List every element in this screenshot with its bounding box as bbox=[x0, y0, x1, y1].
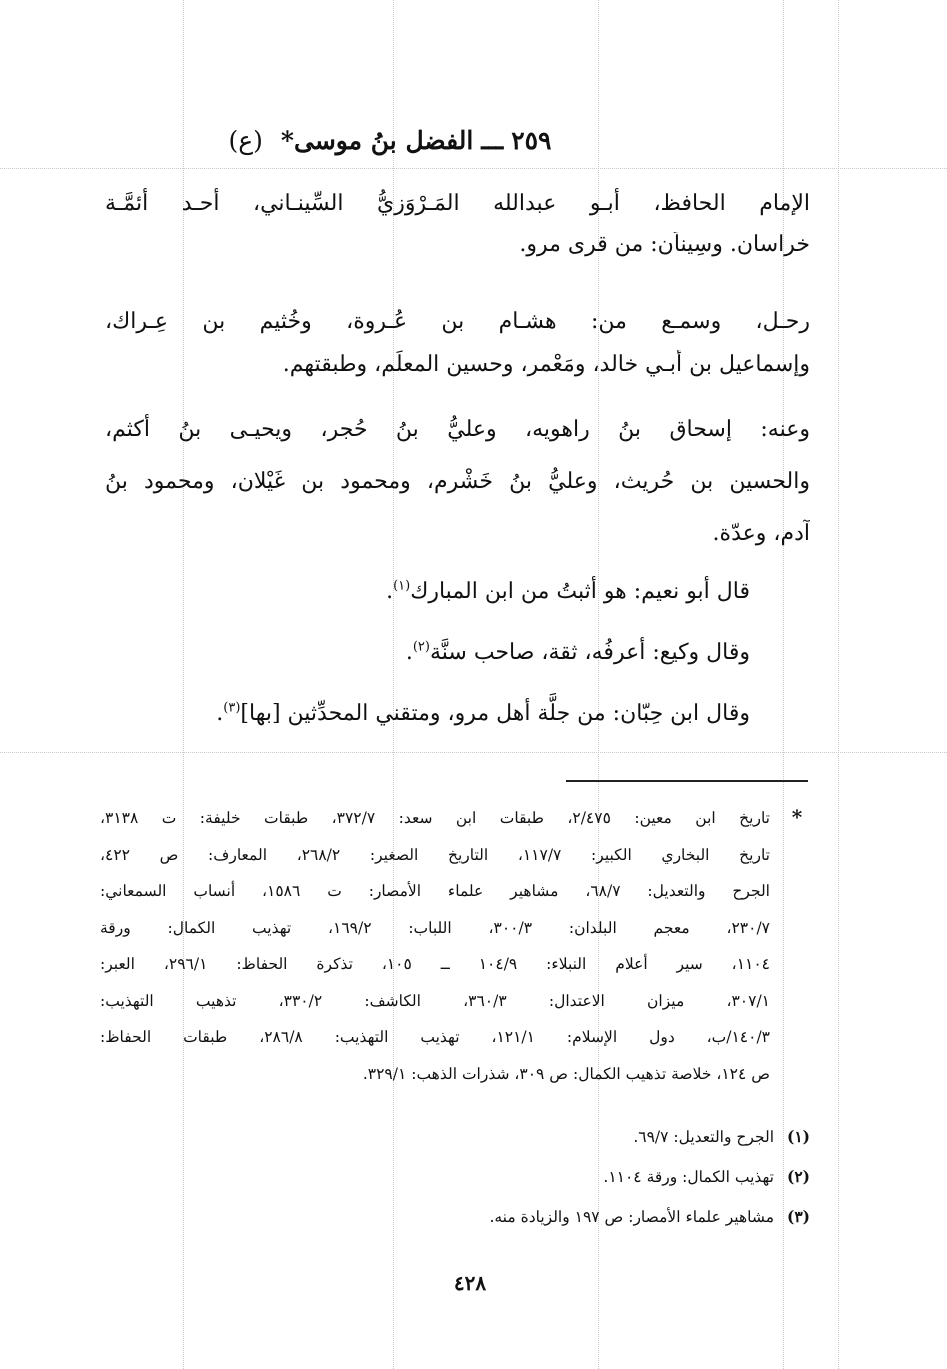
teachers-paragraph bbox=[105, 294, 810, 380]
sources-line: ص ١٢٤، خلاصة تذهيب الكمال: ص ٣٠٩، شذرات الذهب: ٣٢٩/١. bbox=[362, 1064, 770, 1083]
footnote-label: (٢) bbox=[786, 1167, 810, 1186]
paragraph-line: والحسين بن حُريث، وعليُّ بنُ خَشْرم، ومحمود بن غَيْلان، ومحمود بنُ bbox=[105, 469, 810, 494]
footnote-text: الجرح والتعديل: ٦٩/٧. bbox=[633, 1128, 774, 1146]
footnote-ref: (٣) bbox=[223, 700, 241, 716]
quote-line bbox=[105, 694, 750, 734]
footnote-ref: (١) bbox=[393, 578, 411, 594]
footnote-label: (٣) bbox=[786, 1207, 810, 1226]
footnote bbox=[380, 1162, 810, 1192]
quote-end: . bbox=[405, 640, 413, 665]
sources-line: ٣٠٧/١، ميزان الاعتدال: ٣٦٠/٣، الكاشف: ٣٣٠/٢، تذهيب التهذيب: bbox=[100, 991, 770, 1010]
entry-number: ٢٥٩ bbox=[511, 126, 552, 155]
quote-line bbox=[105, 572, 750, 612]
quote-text: وقال ابن حِبّان: من جلَّة أهل مرو، ومتقني المحدِّثين [بها] bbox=[240, 701, 750, 726]
scan-guide-line bbox=[0, 752, 947, 753]
paragraph-line: وإسماعيل بن أبـي خالد، ومَعْمر، وحسين المعلِّم، وطبقتهم. bbox=[282, 352, 810, 377]
entry-dash: ـــ bbox=[481, 126, 504, 155]
sources-line: تاريخ ابن معين: ٢/٤٧٥، طبقات ابن سعد: ٣٧٢/٧، طبقات خليفة: ت ٣١٣٨، bbox=[100, 809, 770, 827]
paragraph-line: رحـل، وسمـع من: هشـام بن عُـروة، وخُثيم بن عِـراك، bbox=[105, 309, 810, 334]
footnote-separator bbox=[566, 780, 808, 782]
scan-guide-line bbox=[0, 168, 947, 169]
paragraph-line: الإمام الحافظ، أبـو عبدالله المَـرْوَزيُّ السِّينـاني، أحـد أئمَّـة bbox=[105, 191, 810, 216]
paragraph-line: وعنه: إسحاق بنُ راهويه، وعليُّ بنُ حُجر، ويحيـى بنُ أكثم، bbox=[105, 417, 810, 442]
scan-guide-line bbox=[838, 0, 839, 1369]
page-number: ٤٢٨ bbox=[453, 1271, 487, 1295]
footnote-ref: (٢) bbox=[412, 639, 430, 655]
sources-line: تاريخ البخاري الكبير: ١١٧/٧، التاريخ الصغير: ٢٦٨/٢، المعارف: ص ٤٢٢، bbox=[100, 845, 770, 864]
quote-end: . bbox=[386, 579, 394, 604]
quote-line bbox=[105, 633, 750, 673]
entry-heading bbox=[120, 118, 660, 164]
sources-line: ١٤٠/٣/ب، دول الإسلام: ١٢١/١، تهذيب التهذيب: ٢٨٦/٨، طبقات الحفاظ: bbox=[100, 1028, 770, 1046]
bio-paragraph bbox=[105, 176, 810, 258]
entry-code: (ع) bbox=[228, 126, 263, 155]
footnote bbox=[380, 1202, 810, 1232]
quote-text: وقال وكيع: أعرفُه، ثقة، صاحب سنَّة bbox=[429, 640, 750, 665]
quote-text: قال أبو نعيم: هو أثبتُ من ابن المبارك bbox=[410, 579, 750, 604]
entry-name: الفضل بنُ موسى* bbox=[280, 126, 474, 155]
sources-line: ٢٣٠/٧، معجم البلدان: ٣٠٠/٣، اللباب: ١٦٩/٢، تهذيب الكمال: ورقة bbox=[100, 918, 770, 937]
footnote bbox=[380, 1122, 810, 1152]
footnote-text: مشاهير علماء الأمصار: ص ١٩٧ والزيادة منه. bbox=[489, 1208, 774, 1226]
paragraph-line: خراسان. وسِيناَن: من قرى مرو. bbox=[519, 232, 810, 257]
quote-end: . bbox=[216, 701, 224, 726]
paragraph-line: آدم، وعدّة. bbox=[712, 521, 810, 546]
sources-note bbox=[100, 800, 770, 1092]
sources-marker: * bbox=[791, 805, 803, 829]
footnote-text: تهذيب الكمال: ورقة ١١٠٤. bbox=[603, 1168, 774, 1186]
sources-line: ١١٠٤، سير أعلام النبلاء: ١٠٤/٩ ــ ١٠٥، تذكرة الحفاظ: ٢٩٦/١، العبر: bbox=[100, 955, 770, 973]
students-paragraph bbox=[105, 404, 810, 560]
footnote-label: (١) bbox=[786, 1127, 810, 1146]
sources-line: الجرح والتعديل: ٦٨/٧، مشاهير علماء الأمصار: ت ١٥٨٦، أنساب السمعاني: bbox=[100, 882, 770, 900]
